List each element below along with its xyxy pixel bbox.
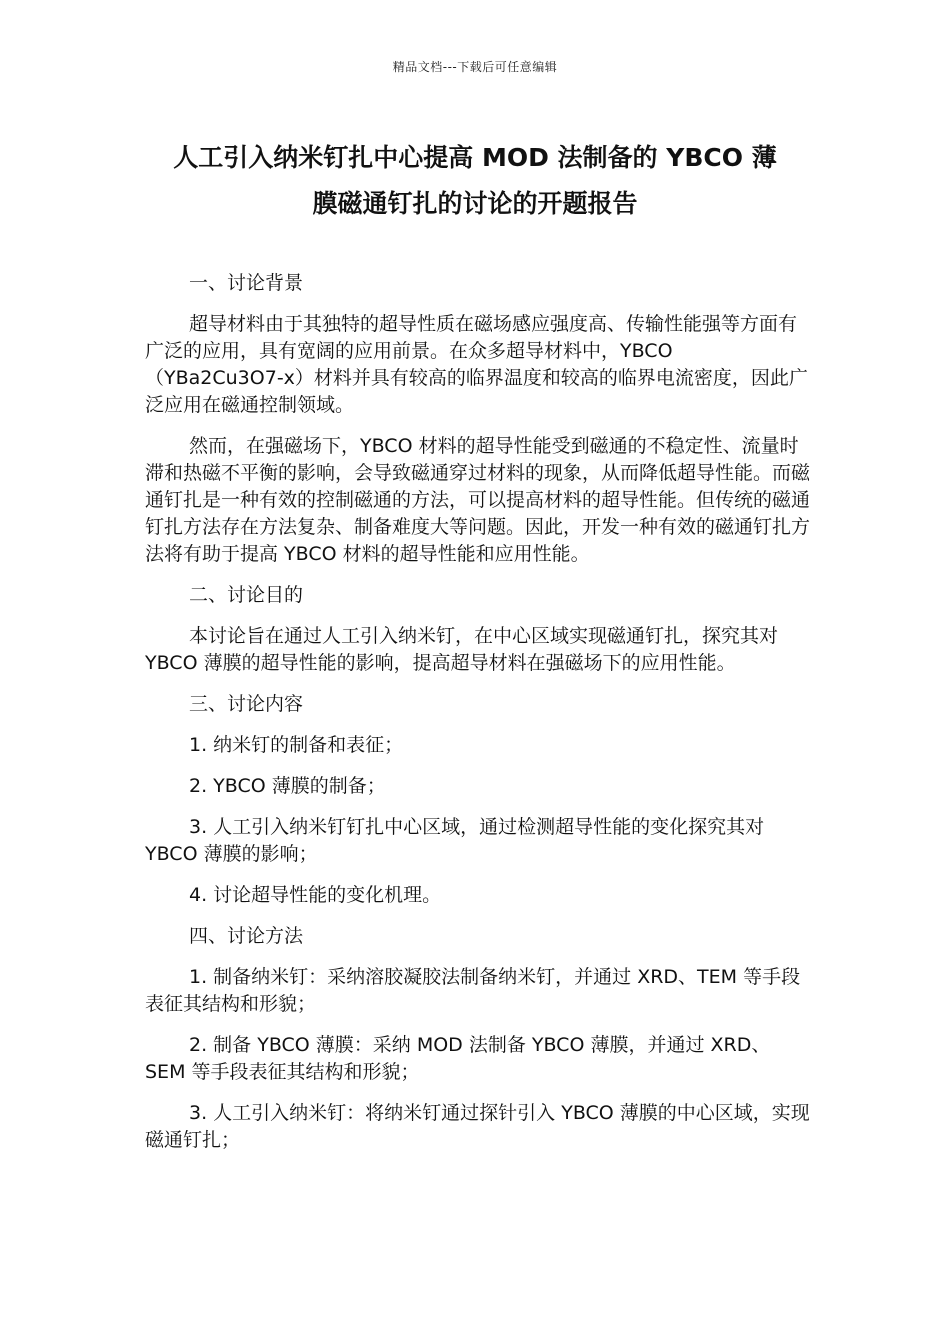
paragraph-background-1: 超导材料由于其独特的超导性质在磁场感应强度高、传输性能强等方面有广泛的应用，具有宽阔的应用前景。在众多超导材料中，YBCO（YBa2Cu3O7-x）材料并具有较高的临界温度和较高的临界电流密度，因此广泛应用在磁通控制领域。 — [145, 313, 808, 416]
list-item-methods-1: 1. 制备纳米钉：采纳溶胶凝胶法制备纳米钉，并通过 XRD、TEM 等手段表征其结构和形貌； — [145, 966, 801, 1015]
list-item-contents-2: 2. YBCO 薄膜的制备； — [189, 775, 386, 797]
section-heading-contents: 三、讨论内容 — [189, 693, 304, 715]
section-heading-methods: 四、讨论方法 — [189, 925, 304, 947]
document-body — [145, 270, 810, 1168]
paragraph-background-2: 然而，在强磁场下，YBCO 材料的超导性能受到磁通的不稳定性、流量时滞和热磁不平衡的影响，会导致磁通穿过材料的现象，从而降低超导性能。而磁通钉扎是一种有效的控制磁通的方法，可以提高材料的超导性能。但传统的磁通钉扎方法存在方法复杂、制备难度大等问题。因此，开发一种有效的磁通钉扎方法将有助于提高 YBCO 材料的超导性能和应用性能。 — [145, 435, 811, 565]
list-item-contents-1: 1. 纳米钉的制备和表征； — [189, 734, 404, 756]
paragraph-purpose: 本讨论旨在通过人工引入纳米钉，在中心区域实现磁通钉扎，探究其对 YBCO 薄膜的超导性能的影响，提高超导材料在强磁场下的应用性能。 — [145, 625, 779, 674]
list-item-methods-3: 3. 人工引入纳米钉：将纳米钉通过探针引入 YBCO 薄膜的中心区域，实现磁通钉扎； — [145, 1102, 810, 1151]
page-header-note: 精品文档---下载后可任意编辑 — [392, 60, 558, 74]
section-heading-background: 一、讨论背景 — [189, 272, 304, 294]
list-item-methods-2: 2. 制备 YBCO 薄膜：采纳 MOD 法制备 YBCO 薄膜，并通过 XRD、SEM 等手段表征其结构和形貌； — [145, 1034, 771, 1083]
title-line-1: 人工引入纳米钉扎中心提高 MOD 法制备的 YBCO 薄 — [173, 143, 777, 172]
list-item-contents-3: 3. 人工引入纳米钉钉扎中心区域，通过检测超导性能的变化探究其对 YBCO 薄膜的影响； — [145, 816, 765, 865]
list-item-contents-4: 4. 讨论超导性能的变化机理。 — [189, 884, 442, 906]
document-title — [140, 135, 810, 227]
section-heading-purpose: 二、讨论目的 — [189, 584, 304, 606]
title-line-2: 膜磁通钉扎的讨论的开题报告 — [312, 189, 638, 218]
